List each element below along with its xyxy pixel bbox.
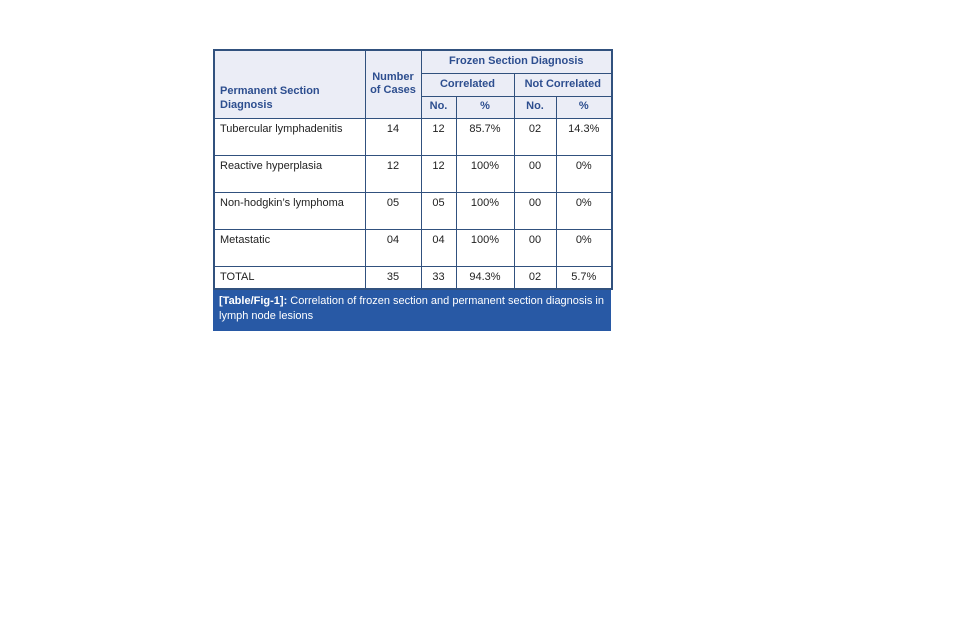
cases-cell: 05 xyxy=(365,192,421,229)
not-correlated-pct-cell: 0% xyxy=(556,192,612,229)
total-correlated-no-cell: 33 xyxy=(421,266,456,289)
header-number-of-cases: Number of Cases xyxy=(365,50,421,118)
table-row xyxy=(214,192,612,229)
cases-cell: 14 xyxy=(365,118,421,155)
caption-text: Correlation of frozen section and permanent section diagnosis in lymph node lesions xyxy=(219,295,604,323)
correlated-no-cell: 04 xyxy=(421,229,456,266)
correlated-no-cell: 12 xyxy=(421,118,456,155)
total-cases-cell: 35 xyxy=(365,266,421,289)
table-caption xyxy=(213,290,611,331)
table-row xyxy=(214,155,612,192)
total-not-correlated-no-cell: 02 xyxy=(514,266,556,289)
correlated-pct-cell: 100% xyxy=(456,192,514,229)
correlated-no-cell: 05 xyxy=(421,192,456,229)
total-correlated-pct-cell: 94.3% xyxy=(456,266,514,289)
header-not-correlated-no: No. xyxy=(514,96,556,118)
not-correlated-no-cell: 00 xyxy=(514,229,556,266)
table-row xyxy=(214,118,612,155)
table-row xyxy=(214,229,612,266)
table-figure xyxy=(213,49,611,331)
header-not-correlated: Not Correlated xyxy=(514,73,612,96)
correlated-pct-cell: 85.7% xyxy=(456,118,514,155)
not-correlated-no-cell: 00 xyxy=(514,192,556,229)
correlated-pct-cell: 100% xyxy=(456,229,514,266)
not-correlated-pct-cell: 0% xyxy=(556,155,612,192)
header-not-correlated-pct: % xyxy=(556,96,612,118)
total-not-correlated-pct-cell: 5.7% xyxy=(556,266,612,289)
header-correlated-no: No. xyxy=(421,96,456,118)
not-correlated-pct-cell: 0% xyxy=(556,229,612,266)
correlated-no-cell: 12 xyxy=(421,155,456,192)
caption-label: [Table/Fig-1]: xyxy=(219,295,288,307)
correlated-pct-cell: 100% xyxy=(456,155,514,192)
total-row xyxy=(214,266,612,289)
header-frozen-section-diagnosis: Frozen Section Diagnosis xyxy=(421,50,612,73)
not-correlated-pct-cell: 14.3% xyxy=(556,118,612,155)
not-correlated-no-cell: 02 xyxy=(514,118,556,155)
header-permanent-section-diagnosis: Permanent Section Diagnosis xyxy=(214,50,365,118)
cases-cell: 04 xyxy=(365,229,421,266)
diagnosis-cell: Tubercular lymphadenitis xyxy=(214,118,365,155)
not-correlated-no-cell: 00 xyxy=(514,155,556,192)
diagnosis-cell: Reactive hyperplasia xyxy=(214,155,365,192)
cases-cell: 12 xyxy=(365,155,421,192)
header-correlated: Correlated xyxy=(421,73,514,96)
total-label-cell: TOTAL xyxy=(214,266,365,289)
diagnosis-cell: Metastatic xyxy=(214,229,365,266)
correlation-table xyxy=(213,49,613,290)
diagnosis-cell: Non-hodgkin’s lymphoma xyxy=(214,192,365,229)
header-correlated-pct: % xyxy=(456,96,514,118)
